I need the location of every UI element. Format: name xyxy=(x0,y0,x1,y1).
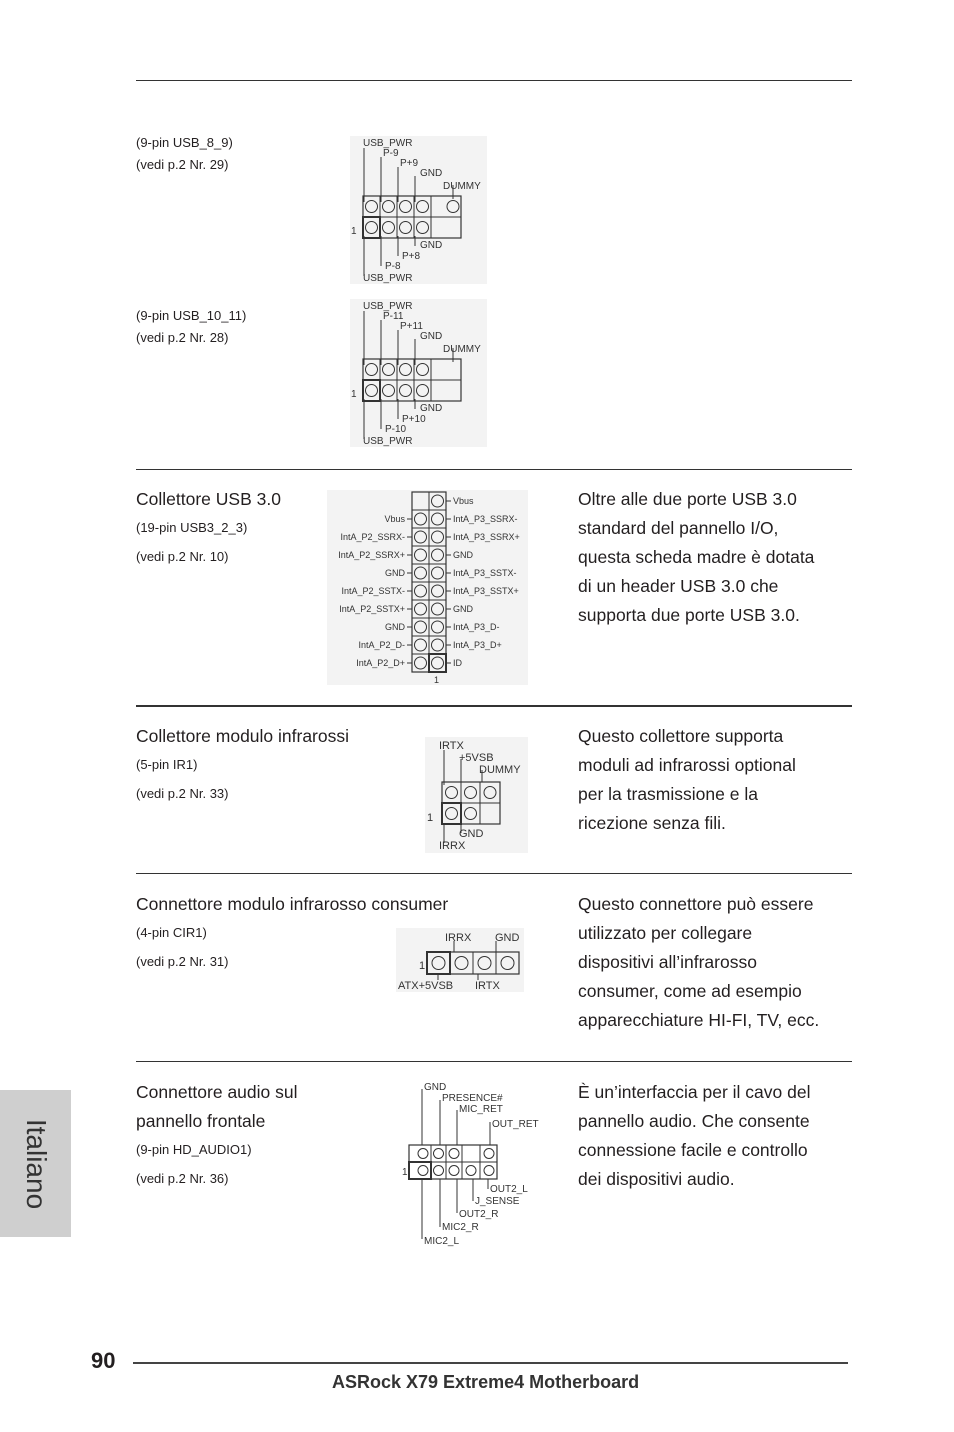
ir-desc-line: Questo collettore supporta xyxy=(578,726,784,746)
cir-diagram xyxy=(396,928,524,992)
usb89-diagram xyxy=(350,136,487,284)
cir-label-irrx: IRRX xyxy=(445,932,472,944)
language-side-tab xyxy=(0,1090,71,1237)
usb1011-pins: (9-pin USB_10_11) xyxy=(136,308,247,323)
audio-label-mic-ret: MIC_RET xyxy=(459,1104,503,1115)
usb3-pin-one-label: 1 xyxy=(434,675,440,685)
usb89-label-dummy: DUMMY xyxy=(443,181,481,192)
audio-title-line2: pannello frontale xyxy=(136,1111,266,1131)
usb3-pin xyxy=(432,531,444,543)
cir-description xyxy=(578,890,858,1035)
cir-desc-line: consumer, come ad esempio xyxy=(578,981,802,1001)
page-number: 90 xyxy=(91,1348,116,1373)
usb3-desc-line: Oltre alle due porte USB 3.0 xyxy=(578,489,797,509)
ir-label-gnd: GND xyxy=(459,828,484,840)
usb3-pin xyxy=(415,603,427,615)
section-rule-usb3 xyxy=(136,469,852,470)
usb89-label-pa: P-9 xyxy=(383,148,399,159)
usb3-pin-label-left: IntA_P2_SSRX- xyxy=(340,532,405,542)
usb89-label-pb: P+9 xyxy=(400,158,419,169)
usb3-pin xyxy=(415,513,427,525)
ir-label-one: 1 xyxy=(427,812,434,824)
usb1011-label-pa: P-11 xyxy=(383,311,404,322)
usb3-pin-label-left: IntA_P2_SSTX+ xyxy=(339,604,405,614)
section-rule-audio xyxy=(136,1061,852,1062)
usb3-pin xyxy=(415,585,427,597)
usb3-pin-label-left: IntA_P2_D+ xyxy=(356,658,405,668)
audio-label-j-sense: J_SENSE xyxy=(475,1196,520,1207)
usb1011-label-pc: P+10 xyxy=(402,414,426,425)
usb3-pin xyxy=(432,495,444,507)
usb3-pin-label-right: IntA_P3_SSRX+ xyxy=(453,532,520,542)
ir-label-vsb: +5VSB xyxy=(459,752,494,764)
cir-label-gnd: GND xyxy=(495,932,520,944)
usb1011-label-gnd-bot: GND xyxy=(420,403,443,414)
cir-title: Connettore modulo infrarosso consumer xyxy=(136,894,449,914)
usb3-pin-label-right: GND xyxy=(453,604,473,614)
audio-label-one: 1 xyxy=(402,1167,408,1178)
usb89-label-pc: P+8 xyxy=(402,251,421,262)
usb3-pin xyxy=(432,639,444,651)
cir-label-atx: ATX+5VSB xyxy=(398,980,454,992)
cir-label-one: 1 xyxy=(419,960,426,972)
usb3-pin xyxy=(432,621,444,633)
audio-desc-line: dei dispositivi audio. xyxy=(578,1169,735,1189)
usb3-desc-line: supporta due porte USB 3.0. xyxy=(578,605,800,625)
usb89-label-pd: P-8 xyxy=(385,261,401,272)
usb3-pin-label-right: IntA_P3_SSRX- xyxy=(453,514,518,524)
usb3-pin-label-right: IntA_P3_D+ xyxy=(453,640,502,650)
usb3-pin xyxy=(432,567,444,579)
footer-title: ASRock X79 Extreme4 Motherboard xyxy=(332,1372,640,1392)
usb3-pin xyxy=(415,567,427,579)
ir-description xyxy=(578,722,858,838)
audio-diagram xyxy=(400,1079,540,1249)
usb1011-label-pwr-top: USB_PWR xyxy=(363,301,413,312)
ir-label-irtx: IRTX xyxy=(439,740,464,752)
usb89-label-pwr-bot: USB_PWR xyxy=(363,273,413,284)
usb3-title: Collettore USB 3.0 xyxy=(136,489,281,509)
audio-description xyxy=(578,1078,858,1194)
cir-pins: (4-pin CIR1) xyxy=(136,925,207,940)
cir-desc-line: utilizzato per collegare xyxy=(578,923,753,943)
audio-label-mic2-l: MIC2_L xyxy=(424,1236,460,1247)
usb89-ref: (vedi p.2 Nr. 29) xyxy=(136,157,229,172)
usb89-label-pwr-top: USB_PWR xyxy=(363,138,413,149)
usb3-pin-label-left: GND xyxy=(385,622,405,632)
usb1011-label-pwr-bot: USB_PWR xyxy=(363,436,413,447)
audio-label-presence: PRESENCE# xyxy=(442,1093,503,1104)
section-rule-cir xyxy=(136,873,852,874)
ir-desc-line: per la trasmissione e la xyxy=(578,784,758,804)
usb3-pin-label-left: IntA_P2_SSTX- xyxy=(341,586,405,596)
audio-label-out2-l: OUT2_L xyxy=(490,1184,528,1195)
usb3-pin-label-right: Vbus xyxy=(453,496,474,506)
usb3-desc-line: questa scheda madre è dotata xyxy=(578,547,815,567)
usb3-pin xyxy=(432,603,444,615)
ir-label-dummy: DUMMY xyxy=(479,764,521,776)
usb3-description xyxy=(578,485,858,630)
usb89-label-one: 1 xyxy=(351,226,357,237)
usb3-pins: (19-pin USB3_2_3) xyxy=(136,520,248,535)
audio-desc-line: È un’interfaccia per il cavo del xyxy=(578,1082,811,1102)
usb3-pin-label-right: IntA_P3_SSTX+ xyxy=(453,586,519,596)
usb3-pin xyxy=(415,621,427,633)
ir-diagram xyxy=(425,737,528,853)
audio-desc-line: connessione facile e controllo xyxy=(578,1140,808,1160)
usb1011-label-pb: P+11 xyxy=(400,321,423,332)
ir-ref: (vedi p.2 Nr. 33) xyxy=(136,786,229,801)
ir-desc-line: moduli ad infrarossi optional xyxy=(578,755,796,775)
cir-desc-line: apparecchiature HI-FI, TV, ecc. xyxy=(578,1010,820,1030)
audio-pins: (9-pin HD_AUDIO1) xyxy=(136,1142,252,1157)
usb3-pin xyxy=(415,639,427,651)
usb89-label-gnd-bot: GND xyxy=(420,240,443,251)
ir-label-irrx: IRRX xyxy=(439,840,466,852)
usb3-pin xyxy=(432,549,444,561)
audio-title-line1: Connettore audio sul xyxy=(136,1082,298,1102)
usb1011-label-one: 1 xyxy=(351,389,357,400)
usb3-pin-label-right: ID xyxy=(453,658,462,668)
audio-desc-line: pannello audio. Che consente xyxy=(578,1111,810,1131)
cir-label-irtx: IRTX xyxy=(475,980,500,992)
usb3-pin xyxy=(415,531,427,543)
cir-desc-line: dispositivi all’infrarosso xyxy=(578,952,757,972)
usb1011-ref: (vedi p.2 Nr. 28) xyxy=(136,330,229,345)
ir-desc-line: ricezione senza fili. xyxy=(578,813,726,833)
usb3-ref: (vedi p.2 Nr. 10) xyxy=(136,549,229,564)
cir-desc-line: Questo connettore può essere xyxy=(578,894,814,914)
usb89-label-gnd-top: GND xyxy=(420,168,443,179)
usb3-pin xyxy=(432,657,444,669)
usb3-pin xyxy=(432,585,444,597)
audio-label-out2-r: OUT2_R xyxy=(459,1209,499,1220)
usb3-pin-label-left: IntA_P2_D- xyxy=(358,640,405,650)
usb3-pin-label-left: IntA_P2_SSRX+ xyxy=(338,550,405,560)
usb3-pin-label-right: IntA_P3_SSTX- xyxy=(453,568,517,578)
usb1011-diagram xyxy=(350,299,487,447)
usb3-pin-label-left: Vbus xyxy=(384,514,405,524)
usb89-pins: (9-pin USB_8_9) xyxy=(136,135,233,150)
usb1011-label-pd: P-10 xyxy=(385,424,407,435)
usb3-pin xyxy=(415,549,427,561)
usb1011-label-dummy: DUMMY xyxy=(443,344,481,355)
audio-ref: (vedi p.2 Nr. 36) xyxy=(136,1171,229,1186)
cir-ref: (vedi p.2 Nr. 31) xyxy=(136,954,229,969)
usb3-diagram xyxy=(327,490,528,685)
top-rule xyxy=(136,80,852,81)
usb3-pin xyxy=(415,657,427,669)
usb3-pin-label-left: GND xyxy=(385,568,405,578)
ir-pins: (5-pin IR1) xyxy=(136,757,198,772)
footer-rule xyxy=(133,1362,848,1364)
usb3-desc-line: di un header USB 3.0 che xyxy=(578,576,779,596)
usb3-pin-label-right: IntA_P3_D- xyxy=(453,622,500,632)
audio-label-out-ret: OUT_RET xyxy=(492,1119,539,1130)
usb3-pin xyxy=(432,513,444,525)
language-side-tab-label: Italiano xyxy=(20,1118,52,1209)
ir-title: Collettore modulo infrarossi xyxy=(136,726,350,746)
section-rule-ir xyxy=(136,705,852,707)
audio-label-gnd: GND xyxy=(424,1082,447,1093)
usb3-pin-label-right: GND xyxy=(453,550,473,560)
usb3-desc-line: standard del pannello I/O, xyxy=(578,518,779,538)
usb1011-label-gnd-top: GND xyxy=(420,331,443,342)
audio-label-mic2-r: MIC2_R xyxy=(442,1222,479,1233)
